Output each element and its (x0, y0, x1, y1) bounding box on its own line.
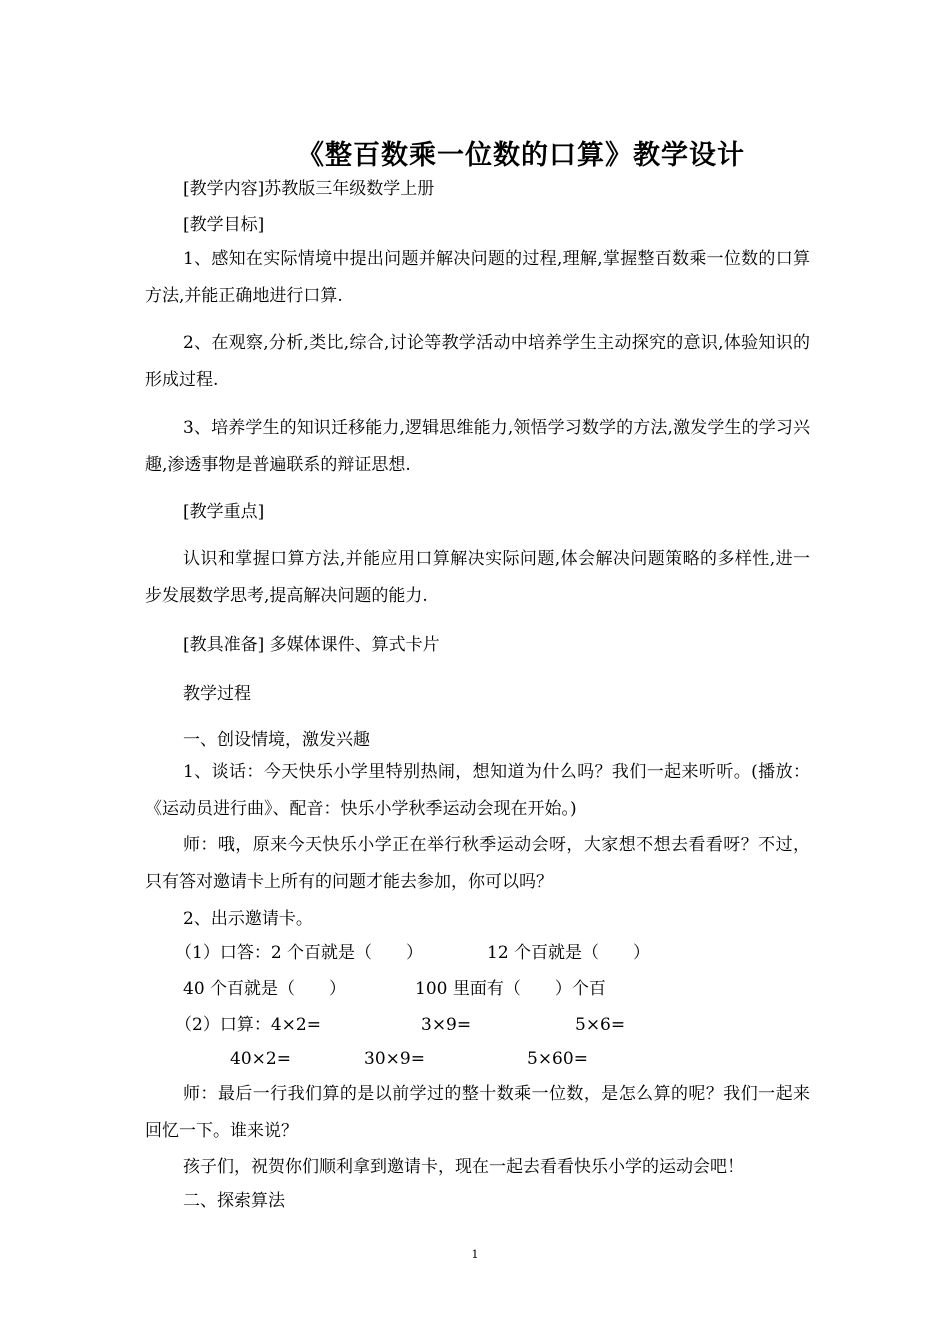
key-points-heading: [教学重点] (183, 502, 265, 522)
oral-question-1: （1）口答：2 个百就是（ ） (175, 943, 424, 963)
oral-question-4: 100 里面有（ ）个百 (415, 979, 606, 999)
key-points-paragraph: 认识和掌握口算方法,并能应用口算解决实际问题,体会解决问题策略的多样性,进一步发展数学思考,提高解决问题的能力. (145, 549, 810, 606)
mental-calc-2: 3×9= (421, 1015, 472, 1035)
talk-paragraph: 1、谈话：今天快乐小学里特别热闹，想知道为什么吗？我们一起来听听。(播放：《运动员进行曲》、配音：快乐小学秋季运动会现在开始。) (145, 762, 810, 819)
congrats-line: 孩子们，祝贺你们顺利拿到邀请卡，现在一起去看看快乐小学的运动会吧！ (183, 1157, 744, 1177)
teacher-paragraph-2: 师：最后一行我们算的是以前学过的整十数乘一位数，是怎么算的呢？我们一起来回忆一下。谁来说？ (145, 1084, 810, 1141)
goal-paragraph-2: 2、在观察,分析,类比,综合,讨论等教学活动中培养学生主动探究的意识,体验知识的形成过程. (145, 333, 810, 390)
page-number: 1 (471, 1248, 479, 1261)
mental-calc-6: 5×60= (527, 1049, 588, 1069)
mental-calc-5: 30×9= (364, 1049, 425, 1069)
teacher-paragraph-1: 师：哦，原来今天快乐小学正在举行秋季运动会呀，大家想不想去看看呀？不过，只有答对邀请卡上所有的问题才能去参加，你可以吗？ (145, 835, 810, 892)
teaching-process-heading: 教学过程 (183, 684, 251, 704)
document-title: 《整百数乘一位数的口算》教学设计 (297, 140, 745, 171)
section-2-heading: 二、探索算法 (183, 1191, 285, 1211)
section-1-heading: 一、创设情境，激发兴趣 (183, 730, 370, 750)
mental-calc-4: 40×2= (230, 1049, 291, 1069)
goal-paragraph-1: 1、感知在实际情境中提出问题并解决问题的过程,理解,掌握整百数乘一位数的口算方法,并能正确地进行口算. (145, 249, 810, 306)
oral-question-2: 12 个百就是（ ） (487, 943, 651, 963)
invitation-card-line: 2、出示邀请卡。 (183, 909, 313, 929)
mental-calc-1: （2）口算：4×2= (175, 1015, 321, 1035)
teaching-goals-heading: [教学目标] (183, 215, 265, 235)
mental-calc-3: 5×6= (575, 1015, 626, 1035)
goal-paragraph-3: 3、培养学生的知识迁移能力,逻辑思维能力,领悟学习数学的方法,激发学生的学习兴趣,渗透事物是普遍联系的辩证思想. (145, 418, 810, 475)
oral-question-3: 40 个百就是（ ） (183, 979, 347, 999)
teaching-tools-line: [教具准备] 多媒体课件、算式卡片 (183, 635, 440, 655)
teaching-content-line: [教学内容]苏教版三年级数学上册 (183, 179, 435, 199)
